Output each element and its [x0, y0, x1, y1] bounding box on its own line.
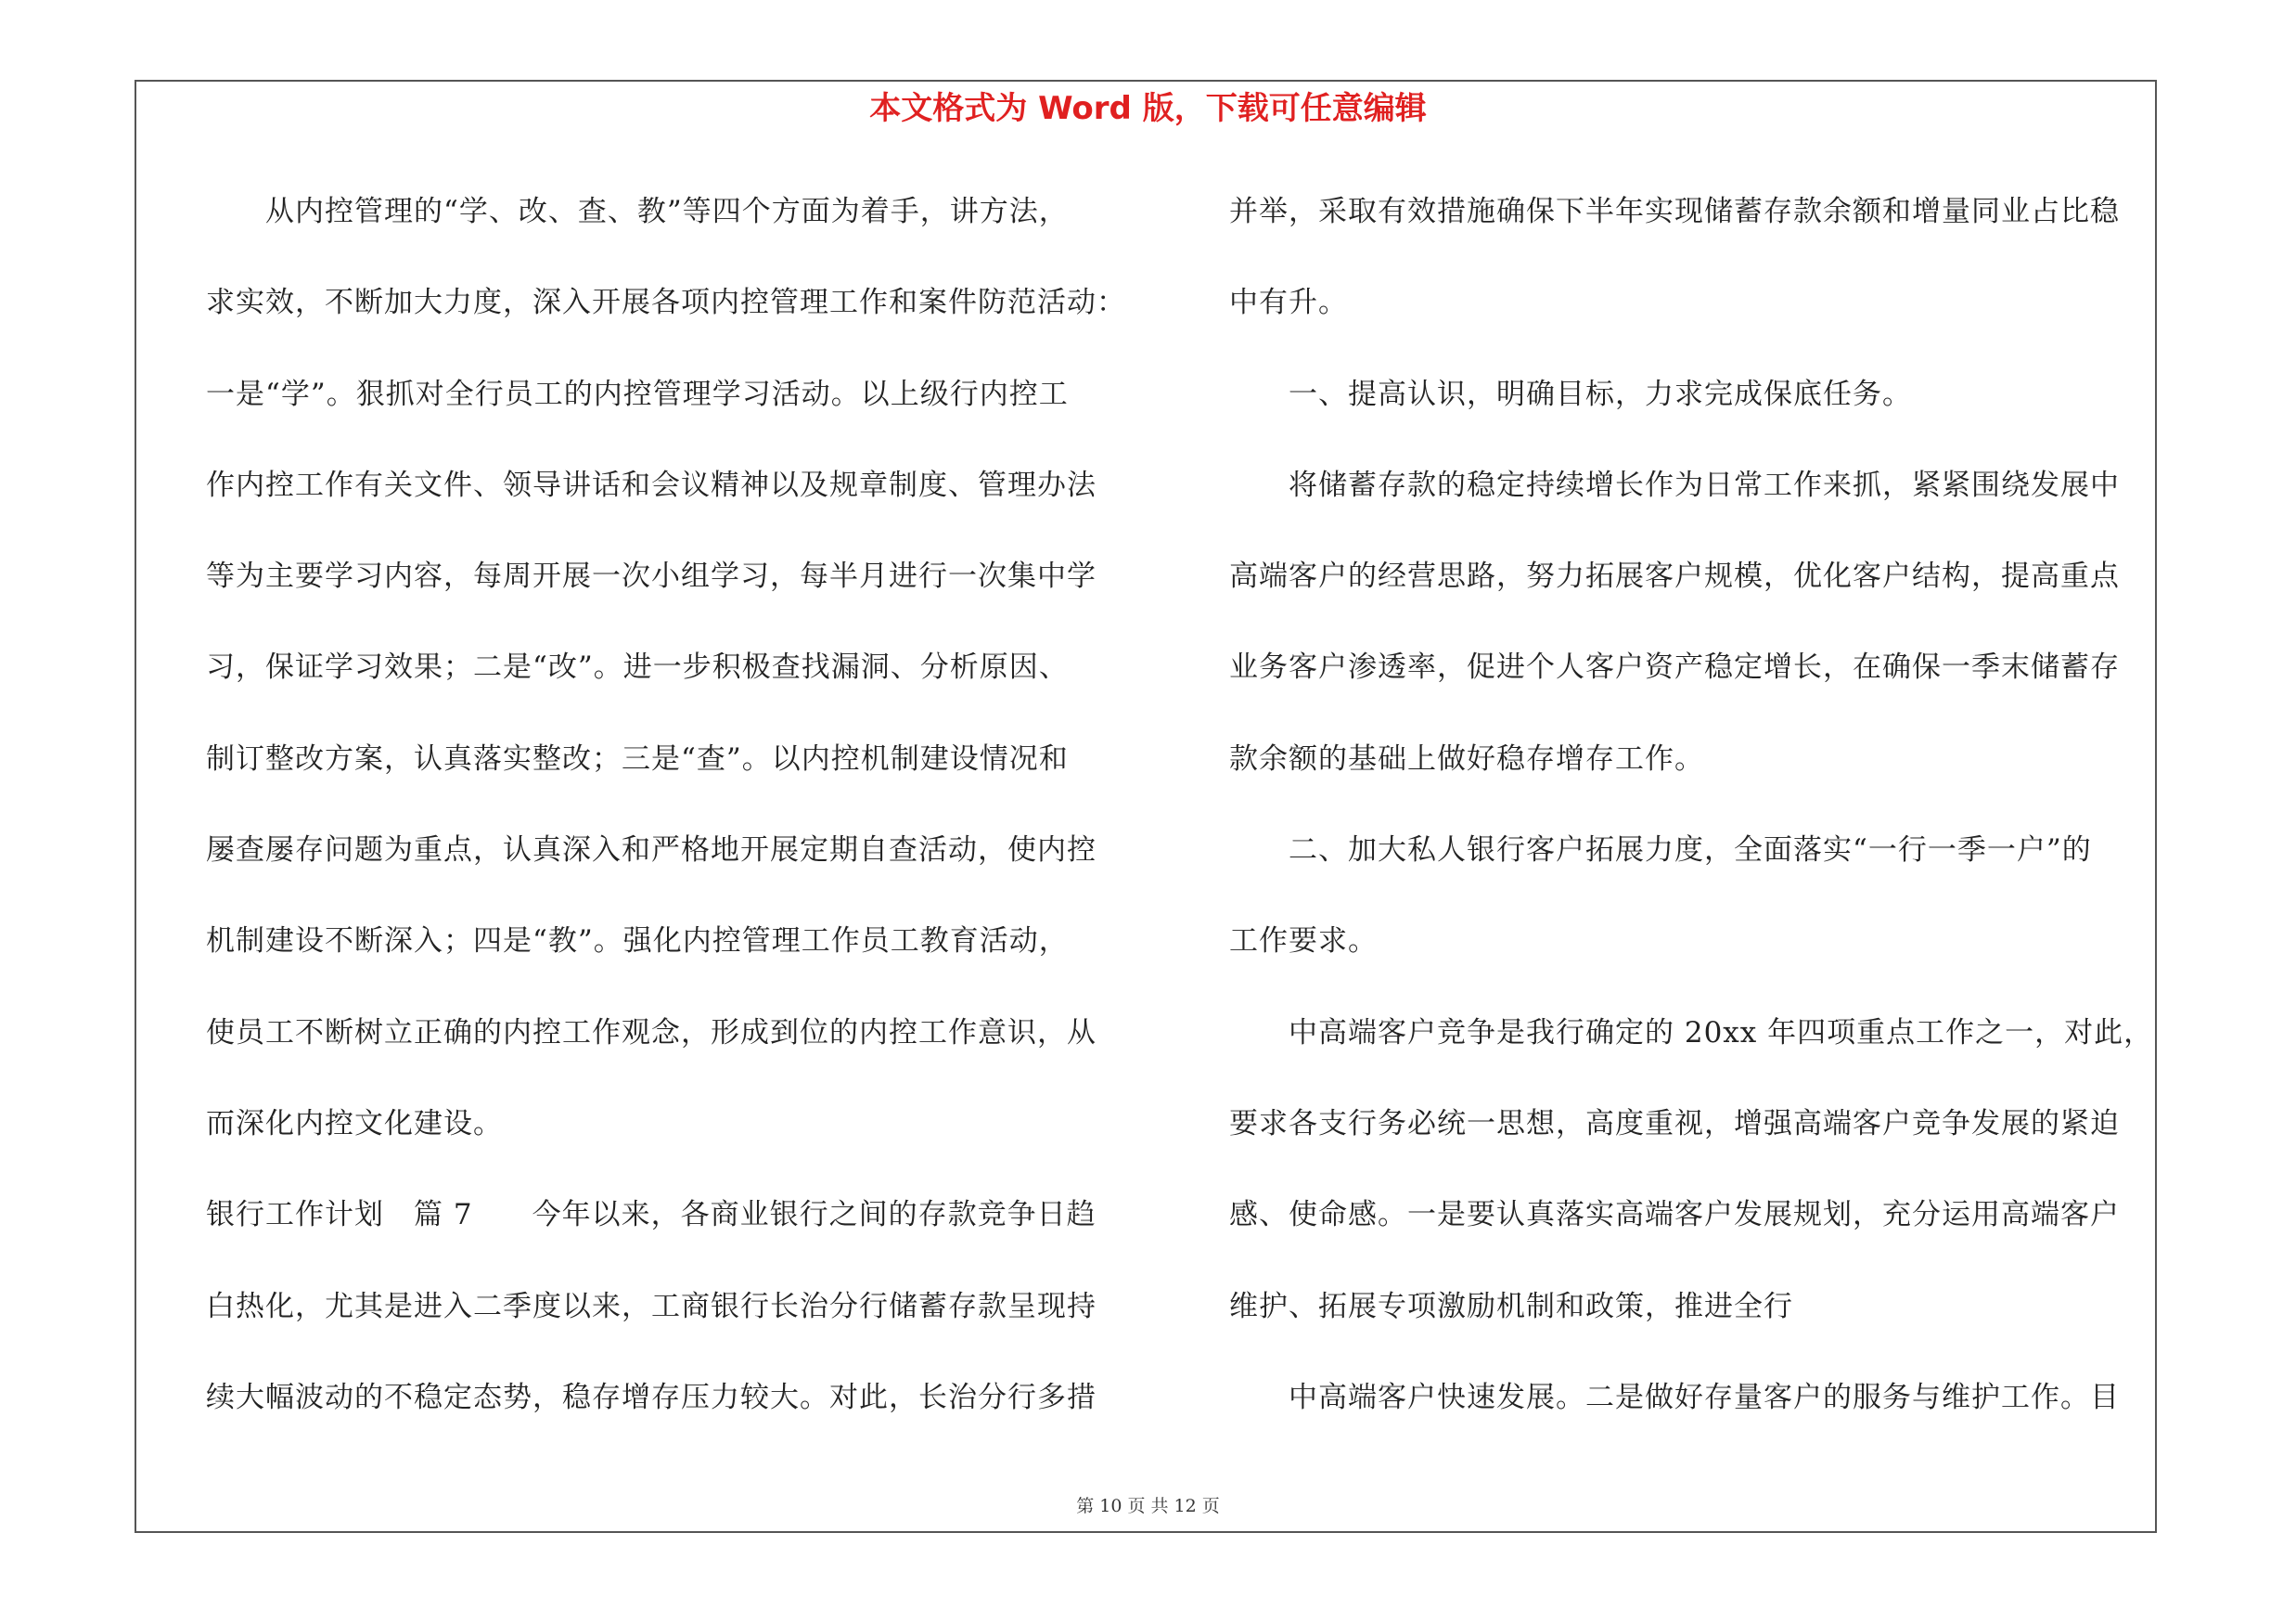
text-line: 使员工不断树立正确的内控工作观念，形成到位的内控工作意识，从: [206, 1015, 1097, 1050]
text-line: 二、加大私人银行客户拓展力度，全面落实“一行一季一户”的: [1229, 833, 2092, 868]
text-line: 中高端客户竞争是我行确定的 20xx 年四项重点工作之一，对此，: [1229, 1015, 2154, 1050]
text-line: 等为主要学习内容，每周开展一次小组学习，每半月进行一次集中学: [206, 560, 1097, 594]
text-line: 白热化，尤其是进入二季度以来，工商银行长治分行储蓄存款呈现持: [206, 1289, 1097, 1323]
text-line: 业务客户渗透率，促进个人客户资产稳定增长，在确保一季末储蓄存: [1229, 650, 2120, 685]
text-line: 高端客户的经营思路，努力拓展客户规模，优化客户结构，提高重点: [1229, 560, 2120, 594]
text-line: 款余额的基础上做好稳存增存工作。: [1229, 741, 1704, 776]
left-text-column: [206, 182, 1134, 1459]
right-text-column: [1229, 182, 2157, 1459]
text-line: 维护、拓展专项激励机制和政策，推进全行: [1229, 1289, 1793, 1323]
text-line: 中高端客户快速发展。二是做好存量客户的服务与维护工作。目: [1229, 1380, 2120, 1414]
text-line: 一是“学”。狠抓对全行员工的内控管理学习活动。以上级行内控工: [206, 377, 1069, 411]
text-line: 屡查屡存问题为重点，认真深入和严格地开展定期自查活动，使内控: [206, 833, 1097, 868]
text-line: 求实效，不断加大力度，深入开展各项内控管理工作和案件防范活动：: [206, 286, 1126, 320]
format-banner: 本文格式为 Word 版，下载可任意编辑: [869, 90, 1427, 127]
page-number: 第 10 页 共 12 页: [1076, 1496, 1220, 1516]
text-line: 并举，采取有效措施确保下半年实现储蓄存款余额和增量同业占比稳: [1229, 195, 2120, 228]
text-line: 作内控工作有关文件、领导讲话和会议精神以及规章制度、管理办法: [206, 468, 1097, 502]
text-line: 续大幅波动的不稳定态势，稳存增存压力较大。对此，长治分行多措: [206, 1380, 1097, 1414]
text-line: 一、提高认识，明确目标，力求完成保底任务。: [1229, 377, 1912, 411]
text-line: 要求各支行务必统一思想，高度重视，增强高端客户竞争发展的紧迫: [1229, 1106, 2120, 1140]
text-line: 习，保证学习效果；二是“改”。进一步积极查找漏洞、分析原因、: [206, 650, 1069, 685]
text-line: 制订整改方案，认真落实整改；三是“查”。以内控机制建设情况和: [206, 741, 1069, 776]
text-line: 工作要求。: [1229, 924, 1378, 959]
text-line: 感、使命感。一是要认真落实高端客户发展规划，充分运用高端客户: [1229, 1198, 2120, 1232]
text-line: 中有升。: [1229, 286, 1348, 320]
text-line: 而深化内控文化建设。: [206, 1106, 503, 1140]
text-line: 机制建设不断深入；四是“教”。强化内控管理工作员工教育活动，: [206, 924, 1069, 959]
text-line: 银行工作计划 篇 7 今年以来，各商业银行之间的存款竞争日趋: [206, 1198, 1097, 1232]
text-line: 将储蓄存款的稳定持续增长作为日常工作来抓，紧紧围绕发展中: [1229, 468, 2120, 502]
text-line: 从内控管理的“学、改、查、教”等四个方面为着手，讲方法，: [206, 195, 1069, 228]
